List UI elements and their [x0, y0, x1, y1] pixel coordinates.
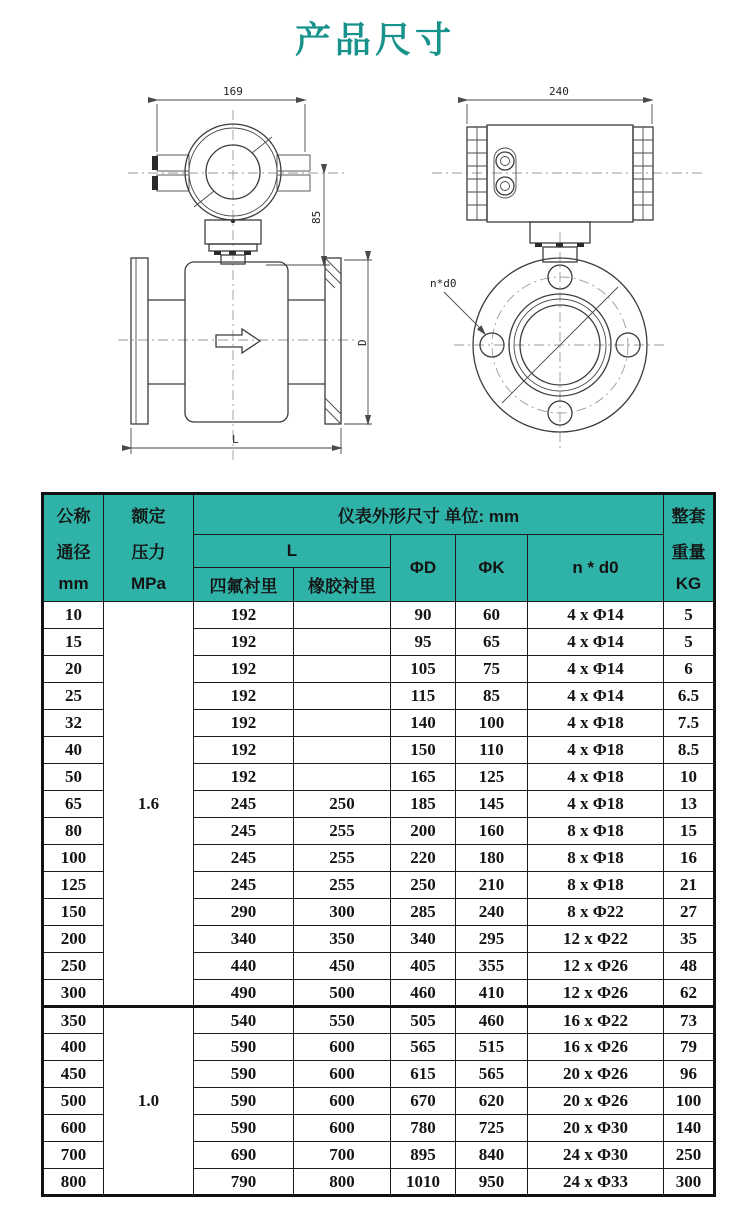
cell-phi-k: 160 [456, 818, 528, 845]
cell-phi-d: 505 [391, 1007, 456, 1034]
col-header-n-d0: n * d0 [528, 535, 664, 602]
table-body [43, 602, 715, 1196]
col-header-phi-d: ΦD [391, 535, 456, 602]
cell-weight-kg: 5 [664, 602, 715, 629]
cell-phi-k: 100 [456, 710, 528, 737]
cell-weight-kg: 21 [664, 872, 715, 899]
front-dim-diameter-label: D [356, 339, 369, 346]
cell-weight-kg: 6 [664, 656, 715, 683]
cell-weight-kg: 8.5 [664, 737, 715, 764]
cell-length-rubber: 600 [294, 1115, 391, 1142]
cell-nominal-diameter: 700 [43, 1142, 104, 1169]
pressure-line1: 额定 [131, 506, 166, 526]
nominal-line1: 公称 [56, 506, 91, 526]
cell-n-d0: 20 x Φ26 [528, 1061, 664, 1088]
cell-weight-kg: 27 [664, 899, 715, 926]
cell-nominal-diameter: 50 [43, 764, 104, 791]
cell-length-ptfe: 790 [194, 1169, 294, 1196]
cell-weight-kg: 96 [664, 1061, 715, 1088]
cell-phi-d: 565 [391, 1034, 456, 1061]
cell-weight-kg: 48 [664, 953, 715, 980]
cell-length-rubber [294, 656, 391, 683]
cell-length-rubber [294, 683, 391, 710]
cell-length-ptfe: 340 [194, 926, 294, 953]
front-dim-width-label: 169 [223, 85, 243, 98]
cell-length-rubber: 255 [294, 818, 391, 845]
cell-length-rubber: 550 [294, 1007, 391, 1034]
weight-line3: KG [675, 574, 702, 594]
cell-length-ptfe: 192 [194, 602, 294, 629]
cell-weight-kg: 5 [664, 629, 715, 656]
col-header-rubber-lining: 橡胶衬里 [294, 568, 391, 602]
cell-n-d0: 4 x Φ14 [528, 602, 664, 629]
cell-n-d0: 16 x Φ22 [528, 1007, 664, 1034]
cell-length-rubber: 255 [294, 872, 391, 899]
cell-phi-d: 220 [391, 845, 456, 872]
cell-phi-d: 115 [391, 683, 456, 710]
cell-phi-k: 145 [456, 791, 528, 818]
cell-phi-k: 410 [456, 980, 528, 1007]
cell-length-rubber [294, 737, 391, 764]
cell-nominal-diameter: 125 [43, 872, 104, 899]
cell-weight-kg: 140 [664, 1115, 715, 1142]
cell-length-ptfe: 290 [194, 899, 294, 926]
front-dim-height-label: 85 [310, 210, 323, 224]
cell-nominal-diameter: 80 [43, 818, 104, 845]
cell-nominal-diameter: 15 [43, 629, 104, 656]
col-header-outline-dims: 仪表外形尺寸 单位: mm [194, 494, 664, 535]
side-view-drawing [430, 82, 750, 489]
cell-n-d0: 16 x Φ26 [528, 1034, 664, 1061]
cell-rated-pressure: 1.6 [104, 602, 194, 1007]
cell-length-ptfe: 245 [194, 791, 294, 818]
cell-length-rubber: 800 [294, 1169, 391, 1196]
cell-nominal-diameter: 500 [43, 1088, 104, 1115]
cell-length-rubber: 600 [294, 1034, 391, 1061]
cell-nominal-diameter: 600 [43, 1115, 104, 1142]
cell-phi-d: 105 [391, 656, 456, 683]
cell-length-ptfe: 245 [194, 872, 294, 899]
cell-n-d0: 8 x Φ22 [528, 899, 664, 926]
cell-phi-d: 200 [391, 818, 456, 845]
cell-length-rubber [294, 764, 391, 791]
cell-n-d0: 12 x Φ22 [528, 926, 664, 953]
cell-n-d0: 4 x Φ18 [528, 737, 664, 764]
cell-length-ptfe: 590 [194, 1115, 294, 1142]
cell-nominal-diameter: 20 [43, 656, 104, 683]
cell-phi-d: 780 [391, 1115, 456, 1142]
nominal-line2: 通径 [56, 542, 91, 562]
cell-weight-kg: 250 [664, 1142, 715, 1169]
col-header-pressure [104, 494, 194, 602]
cell-nominal-diameter: 25 [43, 683, 104, 710]
cell-n-d0: 4 x Φ18 [528, 764, 664, 791]
cell-phi-k: 85 [456, 683, 528, 710]
cell-length-rubber: 500 [294, 980, 391, 1007]
pressure-line2: 压力 [131, 542, 166, 562]
cell-n-d0: 8 x Φ18 [528, 845, 664, 872]
cell-phi-d: 90 [391, 602, 456, 629]
cell-phi-d: 340 [391, 926, 456, 953]
col-header-ptfe-lining: 四氟衬里 [194, 568, 294, 602]
cell-nominal-diameter: 250 [43, 953, 104, 980]
side-bolt-holes-label: n*d0 [430, 277, 457, 290]
cell-phi-d: 250 [391, 872, 456, 899]
cell-length-rubber: 255 [294, 845, 391, 872]
cell-weight-kg: 35 [664, 926, 715, 953]
cell-phi-d: 1010 [391, 1169, 456, 1196]
cell-length-rubber: 600 [294, 1061, 391, 1088]
side-dim-width-label: 240 [549, 85, 569, 98]
cell-nominal-diameter: 800 [43, 1169, 104, 1196]
cell-phi-k: 620 [456, 1088, 528, 1115]
cell-length-rubber: 600 [294, 1088, 391, 1115]
front-view-drawing [100, 82, 430, 489]
cell-weight-kg: 13 [664, 791, 715, 818]
cell-phi-d: 615 [391, 1061, 456, 1088]
cell-nominal-diameter: 150 [43, 899, 104, 926]
cell-length-ptfe: 690 [194, 1142, 294, 1169]
cell-n-d0: 4 x Φ18 [528, 710, 664, 737]
cell-length-rubber: 700 [294, 1142, 391, 1169]
cell-length-ptfe: 540 [194, 1007, 294, 1034]
col-header-L: L [194, 535, 391, 568]
col-header-phi-k: ΦK [456, 535, 528, 602]
cell-weight-kg: 10 [664, 764, 715, 791]
cell-nominal-diameter: 40 [43, 737, 104, 764]
cell-n-d0: 24 x Φ33 [528, 1169, 664, 1196]
cell-n-d0: 4 x Φ14 [528, 656, 664, 683]
cell-nominal-diameter: 450 [43, 1061, 104, 1088]
cell-n-d0: 20 x Φ30 [528, 1115, 664, 1142]
cell-n-d0: 8 x Φ18 [528, 818, 664, 845]
cell-phi-d: 405 [391, 953, 456, 980]
cell-nominal-diameter: 65 [43, 791, 104, 818]
cell-length-rubber [294, 710, 391, 737]
cell-phi-d: 895 [391, 1142, 456, 1169]
nominal-line3: mm [58, 574, 89, 594]
cell-phi-d: 285 [391, 899, 456, 926]
cell-length-rubber: 450 [294, 953, 391, 980]
spec-table [41, 492, 716, 1197]
cell-nominal-diameter: 350 [43, 1007, 104, 1034]
cell-length-rubber: 300 [294, 899, 391, 926]
cell-phi-k: 725 [456, 1115, 528, 1142]
cell-weight-kg: 73 [664, 1007, 715, 1034]
front-dim-length-label: L [232, 433, 239, 446]
cell-length-ptfe: 440 [194, 953, 294, 980]
cell-phi-k: 65 [456, 629, 528, 656]
cell-nominal-diameter: 300 [43, 980, 104, 1007]
cell-length-ptfe: 590 [194, 1034, 294, 1061]
cell-length-ptfe: 245 [194, 818, 294, 845]
cell-n-d0: 8 x Φ18 [528, 872, 664, 899]
page-title: 产品尺寸 [294, 19, 455, 60]
cell-weight-kg: 62 [664, 980, 715, 1007]
cell-length-ptfe: 590 [194, 1061, 294, 1088]
cell-phi-k: 565 [456, 1061, 528, 1088]
cell-phi-d: 95 [391, 629, 456, 656]
cell-phi-d: 150 [391, 737, 456, 764]
cell-length-ptfe: 192 [194, 737, 294, 764]
cell-phi-d: 165 [391, 764, 456, 791]
cell-nominal-diameter: 32 [43, 710, 104, 737]
cell-weight-kg: 7.5 [664, 710, 715, 737]
cell-length-rubber [294, 602, 391, 629]
cell-weight-kg: 6.5 [664, 683, 715, 710]
cell-length-ptfe: 192 [194, 683, 294, 710]
cell-n-d0: 24 x Φ30 [528, 1142, 664, 1169]
cell-n-d0: 4 x Φ14 [528, 629, 664, 656]
cell-weight-kg: 300 [664, 1169, 715, 1196]
cell-phi-d: 185 [391, 791, 456, 818]
cell-n-d0: 4 x Φ14 [528, 683, 664, 710]
cell-phi-k: 110 [456, 737, 528, 764]
cell-phi-k: 210 [456, 872, 528, 899]
cell-phi-k: 60 [456, 602, 528, 629]
cell-n-d0: 4 x Φ18 [528, 791, 664, 818]
cell-length-ptfe: 192 [194, 629, 294, 656]
cell-phi-k: 515 [456, 1034, 528, 1061]
cell-weight-kg: 16 [664, 845, 715, 872]
cell-weight-kg: 100 [664, 1088, 715, 1115]
cell-n-d0: 12 x Φ26 [528, 980, 664, 1007]
cell-phi-k: 355 [456, 953, 528, 980]
cell-nominal-diameter: 100 [43, 845, 104, 872]
cell-phi-k: 180 [456, 845, 528, 872]
cell-rated-pressure: 1.0 [104, 1007, 194, 1196]
weight-line2: 重量 [671, 542, 706, 562]
cell-nominal-diameter: 10 [43, 602, 104, 629]
cell-phi-k: 240 [456, 899, 528, 926]
cell-length-ptfe: 192 [194, 656, 294, 683]
cell-length-ptfe: 192 [194, 710, 294, 737]
table-row [43, 602, 715, 629]
cell-phi-k: 950 [456, 1169, 528, 1196]
cell-phi-d: 670 [391, 1088, 456, 1115]
cell-nominal-diameter: 200 [43, 926, 104, 953]
cell-n-d0: 20 x Φ26 [528, 1088, 664, 1115]
cell-length-ptfe: 192 [194, 764, 294, 791]
cell-length-rubber: 250 [294, 791, 391, 818]
cell-length-rubber: 350 [294, 926, 391, 953]
cell-phi-k: 295 [456, 926, 528, 953]
cell-phi-k: 840 [456, 1142, 528, 1169]
cell-phi-d: 460 [391, 980, 456, 1007]
cell-phi-k: 460 [456, 1007, 528, 1034]
cell-phi-d: 140 [391, 710, 456, 737]
weight-line1: 整套 [671, 506, 706, 526]
cell-length-ptfe: 590 [194, 1088, 294, 1115]
cell-length-rubber [294, 629, 391, 656]
cell-phi-k: 75 [456, 656, 528, 683]
cell-length-ptfe: 490 [194, 980, 294, 1007]
cell-n-d0: 12 x Φ26 [528, 953, 664, 980]
col-header-weight [664, 494, 715, 602]
pressure-line3: MPa [131, 574, 166, 594]
cell-length-ptfe: 245 [194, 845, 294, 872]
table-row [43, 1007, 715, 1034]
cell-phi-k: 125 [456, 764, 528, 791]
cell-weight-kg: 79 [664, 1034, 715, 1061]
col-header-nominal [43, 494, 104, 602]
cell-nominal-diameter: 400 [43, 1034, 104, 1061]
cell-weight-kg: 15 [664, 818, 715, 845]
